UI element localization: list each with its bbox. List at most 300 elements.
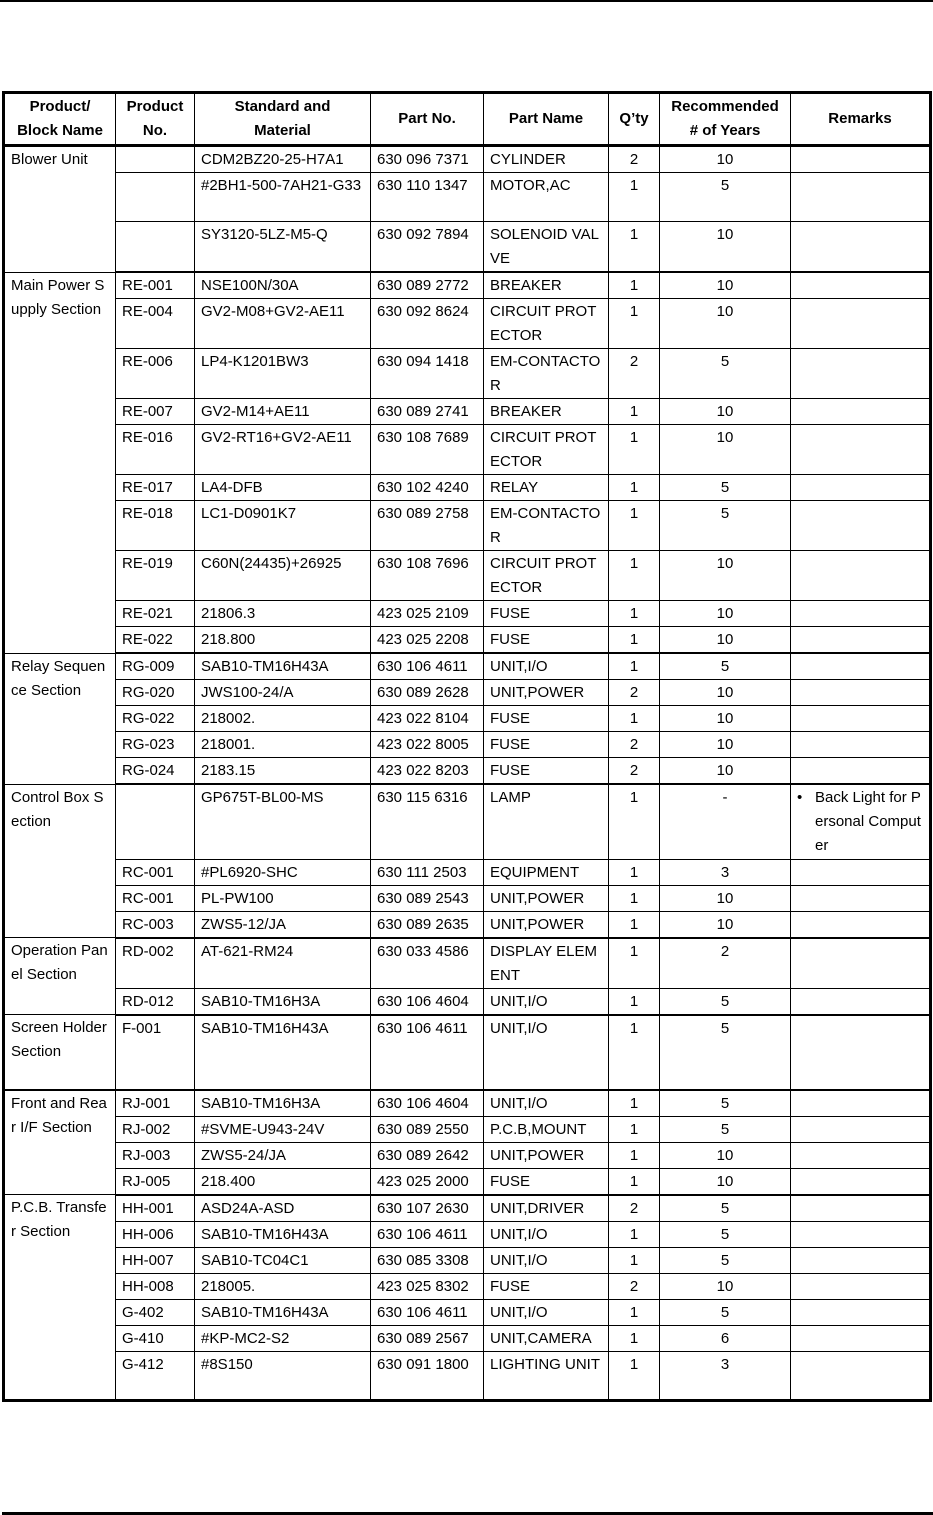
part-no-cell: 630 108 7689: [371, 425, 484, 475]
years-cell: 10: [660, 222, 791, 273]
qty-cell: 1: [609, 1247, 660, 1273]
years-cell: 5: [660, 1116, 791, 1142]
qty-cell: 1: [609, 425, 660, 475]
product-no-cell: [116, 146, 195, 173]
part-name-cell: FUSE: [484, 601, 609, 627]
part-name-cell: FUSE: [484, 1273, 609, 1299]
remarks-cell: [791, 732, 931, 758]
part-name-cell: RELAY: [484, 475, 609, 501]
part-no-cell: 423 022 8203: [371, 758, 484, 785]
table-row: [4, 1351, 931, 1400]
part-name-cell: LIGHTING UNIT: [484, 1351, 609, 1400]
standard-cell: LP4-K1201BW3: [195, 349, 371, 399]
years-cell: 5: [660, 475, 791, 501]
part-no-cell: 630 106 4604: [371, 1090, 484, 1117]
years-cell: 10: [660, 551, 791, 601]
qty-cell: 1: [609, 1090, 660, 1117]
years-cell: 3: [660, 859, 791, 885]
part-name-cell: UNIT,I/O: [484, 1221, 609, 1247]
part-name-cell: UNIT,CAMERA: [484, 1325, 609, 1351]
product-no-cell: [116, 784, 195, 859]
part-no-cell: 630 092 7894: [371, 222, 484, 273]
product-no-cell: [116, 222, 195, 273]
standard-cell: SAB10-TM16H43A: [195, 1015, 371, 1090]
part-no-cell: 630 111 2503: [371, 859, 484, 885]
table-row: [4, 551, 931, 601]
product-no-cell: RE-006: [116, 349, 195, 399]
standard-cell: #SVME-U943-24V: [195, 1116, 371, 1142]
qty-cell: 1: [609, 1142, 660, 1168]
qty-cell: 2: [609, 1195, 660, 1222]
table-row: [4, 1195, 931, 1222]
table-row: [4, 501, 931, 551]
bullet-icon: •: [797, 789, 803, 806]
table-row: [4, 1168, 931, 1195]
qty-cell: 1: [609, 1116, 660, 1142]
qty-cell: 2: [609, 732, 660, 758]
years-cell: 5: [660, 1299, 791, 1325]
part-no-cell: 630 106 4611: [371, 1015, 484, 1090]
years-cell: 5: [660, 1090, 791, 1117]
remarks-cell: [791, 1221, 931, 1247]
part-no-cell: 630 089 2550: [371, 1116, 484, 1142]
standard-cell: ASD24A-ASD: [195, 1195, 371, 1222]
qty-cell: 1: [609, 627, 660, 654]
years-cell: 10: [660, 146, 791, 173]
standard-cell: CDM2BZ20-25-H7A1: [195, 146, 371, 173]
product-no-cell: G-410: [116, 1325, 195, 1351]
part-name-cell: FUSE: [484, 758, 609, 785]
qty-cell: 1: [609, 653, 660, 680]
years-cell: 6: [660, 1325, 791, 1351]
standard-cell: GV2-M14+AE11: [195, 399, 371, 425]
years-cell: 5: [660, 349, 791, 399]
part-no-cell: 630 115 6316: [371, 784, 484, 859]
block-name-cell: Operation Panel Section: [4, 938, 116, 1015]
standard-cell: 218002.: [195, 706, 371, 732]
table-row: [4, 425, 931, 475]
header-rule: [0, 0, 933, 2]
part-no-cell: 630 089 2628: [371, 680, 484, 706]
qty-cell: 1: [609, 784, 660, 859]
qty-cell: 1: [609, 272, 660, 299]
product-no-cell: RD-002: [116, 938, 195, 989]
product-no-cell: RE-016: [116, 425, 195, 475]
part-no-cell: 630 091 1800: [371, 1351, 484, 1400]
part-no-cell: 630 089 2543: [371, 885, 484, 911]
part-name-cell: FUSE: [484, 706, 609, 732]
col-header-qty: Q’ty: [609, 93, 660, 146]
years-cell: 10: [660, 272, 791, 299]
standard-cell: 218005.: [195, 1273, 371, 1299]
col-header-remarks: Remarks: [791, 93, 931, 146]
qty-cell: 2: [609, 349, 660, 399]
part-no-cell: 630 092 8624: [371, 299, 484, 349]
part-name-cell: UNIT,I/O: [484, 1090, 609, 1117]
years-cell: 2: [660, 938, 791, 989]
col-header-product-no: Product No.: [116, 93, 195, 146]
qty-cell: 2: [609, 758, 660, 785]
table-row: [4, 1325, 931, 1351]
years-cell: 10: [660, 425, 791, 475]
part-no-cell: 423 022 8005: [371, 732, 484, 758]
remarks-cell: [791, 349, 931, 399]
part-name-cell: SOLENOID VALVE: [484, 222, 609, 273]
qty-cell: 2: [609, 146, 660, 173]
part-name-cell: CIRCUIT PROTECTOR: [484, 299, 609, 349]
part-name-cell: LAMP: [484, 784, 609, 859]
col-header-block-name: Product/ Block Name: [4, 93, 116, 146]
standard-cell: ZWS5-24/JA: [195, 1142, 371, 1168]
years-cell: 5: [660, 988, 791, 1015]
part-no-cell: 423 022 8104: [371, 706, 484, 732]
years-cell: 10: [660, 732, 791, 758]
table-row: [4, 1299, 931, 1325]
standard-cell: 2183.15: [195, 758, 371, 785]
qty-cell: 1: [609, 601, 660, 627]
part-no-cell: 630 102 4240: [371, 475, 484, 501]
remarks-cell: [791, 1142, 931, 1168]
part-name-cell: MOTOR,AC: [484, 173, 609, 222]
block-name-cell: Front and Rear I/F Section: [4, 1090, 116, 1195]
part-name-cell: CYLINDER: [484, 146, 609, 173]
qty-cell: 2: [609, 1273, 660, 1299]
remarks-cell: [791, 706, 931, 732]
years-cell: -: [660, 784, 791, 859]
years-cell: 10: [660, 299, 791, 349]
standard-cell: AT-621-RM24: [195, 938, 371, 989]
standard-cell: C60N(24435)+26925: [195, 551, 371, 601]
remarks-cell: [791, 784, 931, 859]
table-row: [4, 272, 931, 299]
qty-cell: 1: [609, 551, 660, 601]
table-row: [4, 988, 931, 1015]
product-no-cell: [116, 173, 195, 222]
years-cell: 5: [660, 173, 791, 222]
part-no-cell: 630 106 4611: [371, 1299, 484, 1325]
years-cell: 10: [660, 399, 791, 425]
years-cell: 10: [660, 1168, 791, 1195]
years-cell: 10: [660, 885, 791, 911]
col-header-years: Recommended # of Years: [660, 93, 791, 146]
table-row: [4, 859, 931, 885]
remarks-cell: [791, 146, 931, 173]
part-name-cell: UNIT,DRIVER: [484, 1195, 609, 1222]
part-name-cell: FUSE: [484, 1168, 609, 1195]
table-row: [4, 784, 931, 859]
table-row: [4, 758, 931, 785]
part-name-cell: UNIT,I/O: [484, 1299, 609, 1325]
qty-cell: 1: [609, 1168, 660, 1195]
remarks-cell: [791, 272, 931, 299]
part-name-cell: UNIT,I/O: [484, 988, 609, 1015]
product-no-cell: RE-019: [116, 551, 195, 601]
table-row: [4, 732, 931, 758]
standard-cell: LA4-DFB: [195, 475, 371, 501]
part-no-cell: 630 089 2642: [371, 1142, 484, 1168]
part-name-cell: UNIT,I/O: [484, 653, 609, 680]
standard-cell: SAB10-TM16H3A: [195, 988, 371, 1015]
standard-cell: SAB10-TC04C1: [195, 1247, 371, 1273]
remarks-cell: [791, 1015, 931, 1090]
part-no-cell: 630 106 4611: [371, 1221, 484, 1247]
product-no-cell: RC-001: [116, 885, 195, 911]
product-no-cell: RJ-003: [116, 1142, 195, 1168]
standard-cell: GV2-M08+GV2-AE11: [195, 299, 371, 349]
years-cell: 5: [660, 1247, 791, 1273]
block-name-cell: Blower Unit: [4, 146, 116, 273]
remarks-cell: [791, 1090, 931, 1117]
product-no-cell: RE-018: [116, 501, 195, 551]
standard-cell: ZWS5-12/JA: [195, 911, 371, 938]
standard-cell: JWS100-24/A: [195, 680, 371, 706]
product-no-cell: RD-012: [116, 988, 195, 1015]
years-cell: 5: [660, 1221, 791, 1247]
standard-cell: #8S150: [195, 1351, 371, 1400]
product-no-cell: RG-022: [116, 706, 195, 732]
product-no-cell: RJ-005: [116, 1168, 195, 1195]
standard-cell: SAB10-TM16H43A: [195, 1221, 371, 1247]
table-row: [4, 399, 931, 425]
table-row: [4, 911, 931, 938]
standard-cell: NSE100N/30A: [195, 272, 371, 299]
qty-cell: 1: [609, 475, 660, 501]
product-no-cell: RG-023: [116, 732, 195, 758]
part-name-cell: EM-CONTACTOR: [484, 349, 609, 399]
product-no-cell: RE-021: [116, 601, 195, 627]
part-name-cell: CIRCUIT PROTECTOR: [484, 425, 609, 475]
part-name-cell: FUSE: [484, 627, 609, 654]
block-name-cell: Relay Sequence Section: [4, 653, 116, 784]
years-cell: 5: [660, 1015, 791, 1090]
part-no-cell: 630 089 2772: [371, 272, 484, 299]
standard-cell: #2BH1-500-7AH21-G33: [195, 173, 371, 222]
years-cell: 10: [660, 680, 791, 706]
product-no-cell: RC-001: [116, 859, 195, 885]
product-no-cell: RC-003: [116, 911, 195, 938]
table-row: [4, 1247, 931, 1273]
years-cell: 10: [660, 911, 791, 938]
product-no-cell: RE-022: [116, 627, 195, 654]
parts-table-body: [4, 146, 931, 1401]
part-no-cell: 630 089 2635: [371, 911, 484, 938]
product-no-cell: G-412: [116, 1351, 195, 1400]
part-no-cell: 423 025 8302: [371, 1273, 484, 1299]
part-name-cell: EQUIPMENT: [484, 859, 609, 885]
part-no-cell: 630 089 2741: [371, 399, 484, 425]
block-name-cell: P.C.B. Transfer Section: [4, 1195, 116, 1401]
product-no-cell: F-001: [116, 1015, 195, 1090]
standard-cell: SAB10-TM16H43A: [195, 653, 371, 680]
years-cell: 10: [660, 627, 791, 654]
product-no-cell: RJ-001: [116, 1090, 195, 1117]
remarks-cell: [791, 551, 931, 601]
table-row: [4, 1273, 931, 1299]
standard-cell: 218001.: [195, 732, 371, 758]
product-no-cell: HH-006: [116, 1221, 195, 1247]
part-no-cell: 630 085 3308: [371, 1247, 484, 1273]
block-name-cell: Screen Holder Section: [4, 1015, 116, 1090]
standard-cell: SAB10-TM16H3A: [195, 1090, 371, 1117]
qty-cell: 1: [609, 938, 660, 989]
remarks-cell: [791, 399, 931, 425]
part-name-cell: P.C.B,MOUNT: [484, 1116, 609, 1142]
product-no-cell: HH-007: [116, 1247, 195, 1273]
table-row: [4, 706, 931, 732]
qty-cell: 1: [609, 1015, 660, 1090]
standard-cell: 21806.3: [195, 601, 371, 627]
qty-cell: 1: [609, 299, 660, 349]
standard-cell: GP675T-BL00-MS: [195, 784, 371, 859]
years-cell: 5: [660, 1195, 791, 1222]
standard-cell: SY3120-5LZ-M5-Q: [195, 222, 371, 273]
qty-cell: 1: [609, 173, 660, 222]
part-name-cell: BREAKER: [484, 399, 609, 425]
standard-cell: LC1-D0901K7: [195, 501, 371, 551]
part-no-cell: 630 110 1347: [371, 173, 484, 222]
standard-cell: #PL6920-SHC: [195, 859, 371, 885]
product-no-cell: RG-020: [116, 680, 195, 706]
part-no-cell: 630 094 1418: [371, 349, 484, 399]
remarks-cell: [791, 859, 931, 885]
table-row: [4, 299, 931, 349]
block-name-cell: Control Box Section: [4, 784, 116, 938]
remarks-cell: [791, 1195, 931, 1222]
remarks-cell: [791, 653, 931, 680]
qty-cell: 1: [609, 885, 660, 911]
product-no-cell: RG-024: [116, 758, 195, 785]
remarks-cell: [791, 885, 931, 911]
remarks-cell: [791, 938, 931, 989]
table-row: [4, 349, 931, 399]
qty-cell: 1: [609, 399, 660, 425]
years-cell: 10: [660, 706, 791, 732]
part-no-cell: 423 025 2208: [371, 627, 484, 654]
part-no-cell: 630 089 2567: [371, 1325, 484, 1351]
part-no-cell: 630 108 7696: [371, 551, 484, 601]
table-row: [4, 885, 931, 911]
part-no-cell: 423 025 2000: [371, 1168, 484, 1195]
product-no-cell: RE-017: [116, 475, 195, 501]
qty-cell: 1: [609, 1299, 660, 1325]
remarks-cell: [791, 758, 931, 785]
remarks-cell: [791, 988, 931, 1015]
part-no-cell: 630 033 4586: [371, 938, 484, 989]
col-header-part-name: Part Name: [484, 93, 609, 146]
standard-cell: 218.800: [195, 627, 371, 654]
part-name-cell: UNIT,I/O: [484, 1015, 609, 1090]
table-row: [4, 938, 931, 989]
remarks-cell: [791, 1116, 931, 1142]
remarks-cell: [791, 425, 931, 475]
table-row: [4, 601, 931, 627]
qty-cell: 1: [609, 1221, 660, 1247]
part-no-cell: 630 107 2630: [371, 1195, 484, 1222]
table-row: [4, 222, 931, 273]
table-row: [4, 627, 931, 654]
table-row: [4, 1221, 931, 1247]
remarks-cell: [791, 1168, 931, 1195]
part-no-cell: 423 025 2109: [371, 601, 484, 627]
remarks-cell: [791, 1247, 931, 1273]
qty-cell: 1: [609, 859, 660, 885]
part-name-cell: CIRCUIT PROTECTOR: [484, 551, 609, 601]
product-no-cell: RE-004: [116, 299, 195, 349]
table-row: [4, 1116, 931, 1142]
block-name-cell: Main Power Supply Section: [4, 272, 116, 653]
years-cell: 10: [660, 1273, 791, 1299]
remark-bullet-item: [797, 786, 923, 858]
parts-table: [2, 91, 932, 1402]
qty-cell: 1: [609, 706, 660, 732]
standard-cell: PL-PW100: [195, 885, 371, 911]
product-no-cell: RE-007: [116, 399, 195, 425]
qty-cell: 2: [609, 680, 660, 706]
table-row: [4, 1142, 931, 1168]
remarks-cell: [791, 475, 931, 501]
part-name-cell: BREAKER: [484, 272, 609, 299]
remarks-cell: [791, 173, 931, 222]
standard-cell: SAB10-TM16H43A: [195, 1299, 371, 1325]
part-no-cell: 630 106 4611: [371, 653, 484, 680]
product-no-cell: RG-009: [116, 653, 195, 680]
remarks-cell: [791, 1325, 931, 1351]
remarks-cell: [791, 601, 931, 627]
remarks-cell: [791, 1299, 931, 1325]
part-no-cell: 630 089 2758: [371, 501, 484, 551]
part-no-cell: 630 106 4604: [371, 988, 484, 1015]
standard-cell: 218.400: [195, 1168, 371, 1195]
years-cell: 10: [660, 601, 791, 627]
part-name-cell: UNIT,POWER: [484, 911, 609, 938]
table-row: [4, 146, 931, 173]
table-row: [4, 1090, 931, 1117]
part-name-cell: UNIT,POWER: [484, 680, 609, 706]
years-cell: 10: [660, 1142, 791, 1168]
remarks-cell: [791, 911, 931, 938]
table-row: [4, 1015, 931, 1090]
product-no-cell: HH-008: [116, 1273, 195, 1299]
qty-cell: 1: [609, 501, 660, 551]
table-row: [4, 653, 931, 680]
qty-cell: 1: [609, 1351, 660, 1400]
years-cell: 5: [660, 653, 791, 680]
remarks-cell: [791, 1351, 931, 1400]
table-row: [4, 680, 931, 706]
remarks-cell: [791, 627, 931, 654]
col-header-standard: Standard and Material: [195, 93, 371, 146]
years-cell: 10: [660, 758, 791, 785]
remarks-cell: [791, 222, 931, 273]
part-name-cell: UNIT,POWER: [484, 1142, 609, 1168]
qty-cell: 1: [609, 222, 660, 273]
product-no-cell: RE-001: [116, 272, 195, 299]
standard-cell: GV2-RT16+GV2-AE11: [195, 425, 371, 475]
part-name-cell: DISPLAY ELEMENT: [484, 938, 609, 989]
table-row: [4, 173, 931, 222]
years-cell: 3: [660, 1351, 791, 1400]
qty-cell: 1: [609, 1325, 660, 1351]
part-no-cell: 630 096 7371: [371, 146, 484, 173]
standard-cell: #KP-MC2-S2: [195, 1325, 371, 1351]
remark-text: Back Light for Personal Computer: [815, 789, 921, 854]
part-name-cell: FUSE: [484, 732, 609, 758]
col-header-part-no: Part No.: [371, 93, 484, 146]
part-name-cell: UNIT,I/O: [484, 1247, 609, 1273]
header-row: [4, 93, 931, 146]
remarks-cell: [791, 501, 931, 551]
part-name-cell: UNIT,POWER: [484, 885, 609, 911]
